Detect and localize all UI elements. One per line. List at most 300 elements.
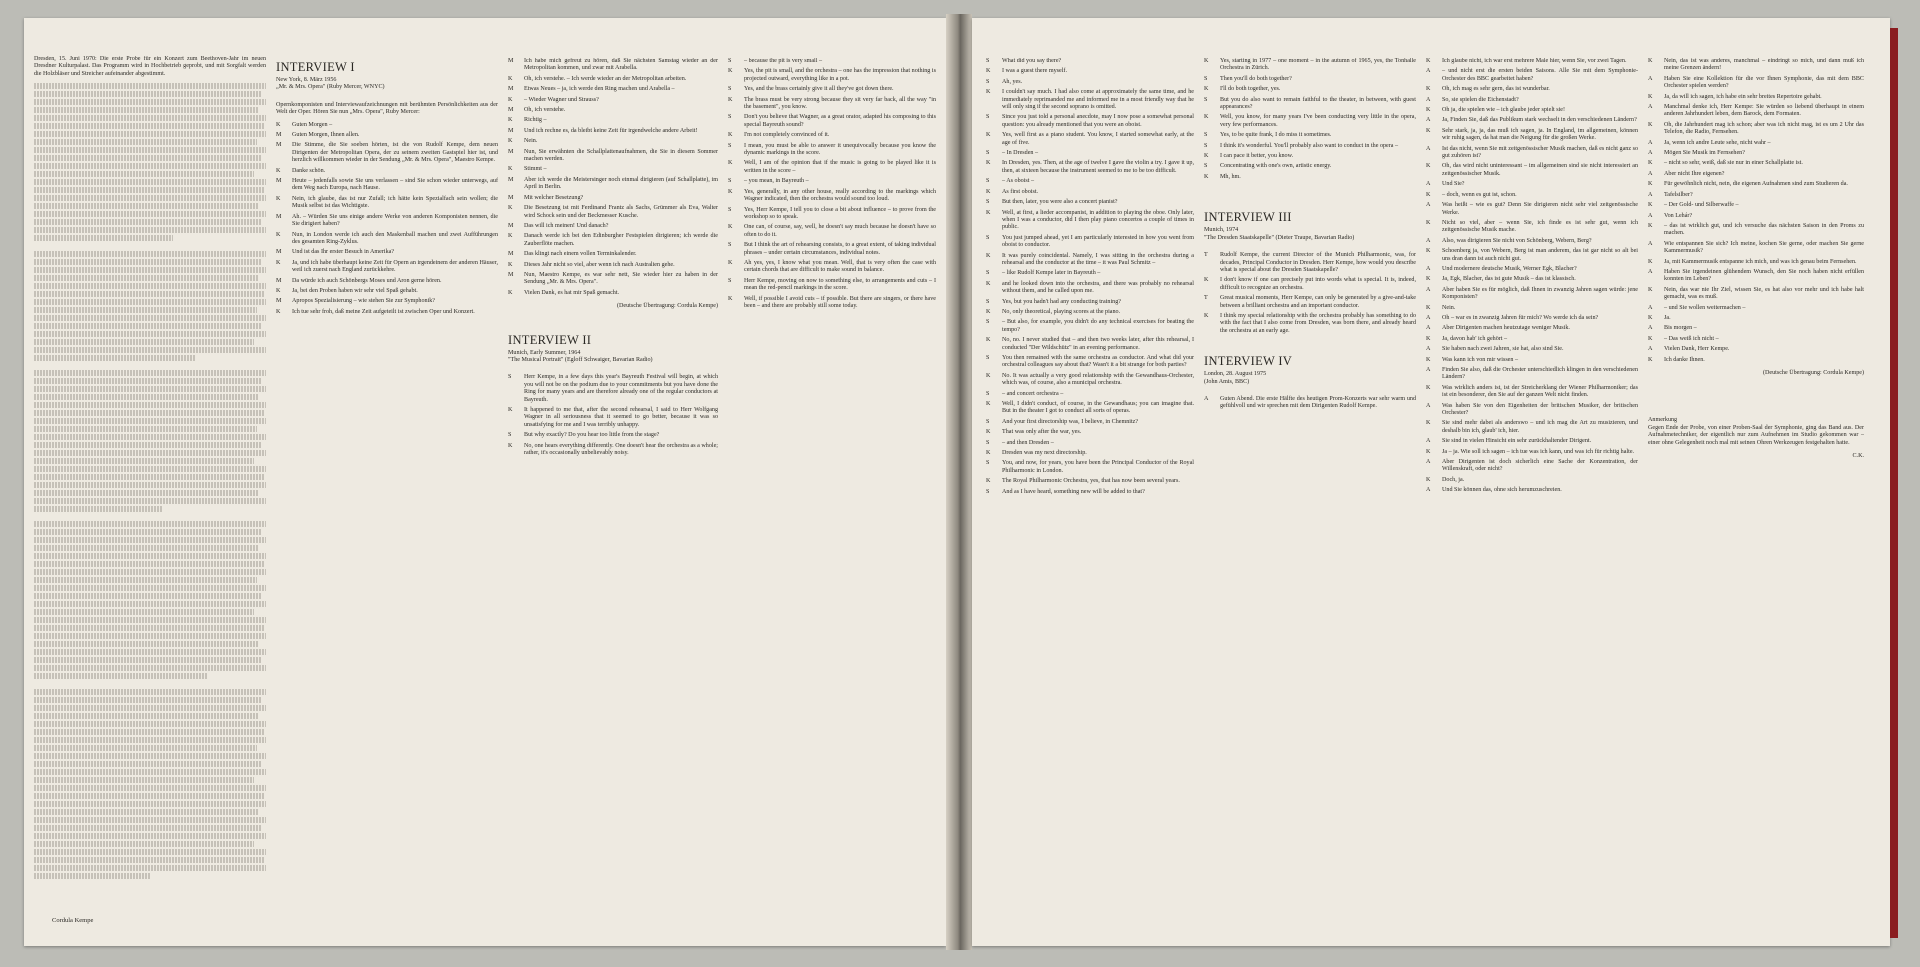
dialogue-text: – and concert orchestra –	[1002, 390, 1064, 397]
speaker-initial: M	[508, 194, 514, 201]
dialogue-line	[508, 97, 718, 104]
right-column-1	[986, 58, 1194, 916]
dialogue-text: – and then Dresden –	[1002, 439, 1054, 446]
dialogue-text: Aber Dirigenten machen heutzutage weniger Musik.	[1442, 325, 1570, 332]
speaker-initial: K	[986, 280, 991, 287]
dialogue-text: Sie haben nach zwei Jahren, sie hat, also sind Sie.	[1442, 346, 1564, 353]
interview-3-dialogue	[1204, 252, 1416, 335]
speaker-initial: S	[728, 86, 732, 93]
speaker-initial: A	[1648, 240, 1653, 247]
speaker-initial: K	[728, 259, 733, 266]
speaker-initial: A	[1426, 325, 1431, 332]
dialogue-line	[508, 233, 718, 248]
dialogue-line	[1204, 97, 1416, 112]
dialogue-text: It was purely coincidental. Namely, I was sitting in the orchestra during a rehearsal and the conductor at the time – it was Paul Schmitz –	[1002, 252, 1194, 266]
speaker-initial: A	[1426, 96, 1431, 103]
dialogue-text: Nun, Sie erwähnten die Schallplattenaufnahmen, die Sie in diesem Sommer machen werden.	[524, 148, 718, 163]
intro-body	[34, 83, 266, 879]
dialogue-text: and he looked down into the orchestra, and there was probably no rehearsal without them, and he called upon me.	[1002, 280, 1194, 295]
dialogue-text: Ich glaube nicht, ich war erst mehrere Male hier, wenn Sie, vor zwei Tagen.	[1442, 58, 1627, 64]
interview-1-sub: New York, 8. März 1956	[276, 77, 337, 83]
dialogue-text: Ja, und ich habe überhaupt keine Zeit für Opern an irgendeinem der anderen Häuser, weil ich zuerst nach England zurückkehre.	[292, 259, 498, 274]
dialogue-line	[508, 128, 718, 135]
dialogue-text: I think it's wonderful. You'll probably also want to conduct in the opera –	[1220, 142, 1399, 149]
dialogue-line	[1426, 181, 1638, 188]
dialogue-text: I don't know if one can precisely put into words what is special. It is, indeed, difficult to recognize an orchestra.	[1220, 277, 1416, 291]
dialogue-text: And as I have heard, something new will be added to that?	[1002, 488, 1145, 495]
dialogue-text: Bis morgen –	[1664, 325, 1697, 332]
speaker-initial: M	[276, 213, 282, 220]
dialogue-text: But why exactly? Do you hear too little from the stage?	[524, 432, 660, 439]
dialogue-line	[986, 429, 1194, 436]
dialogue-text: Ist das nicht, wenn Sie mit zeitgenössischer Musik machen, daß es nicht ganz so gut zuhören ist?	[1442, 145, 1638, 160]
right-column-3	[1426, 58, 1638, 916]
speaker-initial: K	[1204, 312, 1209, 319]
dialogue-line	[728, 242, 936, 257]
speaker-initial: K	[728, 96, 733, 103]
interview-1-cont-column	[508, 58, 718, 916]
speaker-initial: A	[1426, 459, 1431, 466]
dialogue-line	[1204, 163, 1416, 170]
speaker-initial: K	[1426, 191, 1431, 198]
speaker-initial: K	[728, 188, 733, 195]
speaker-initial: K	[1204, 153, 1209, 160]
dialogue-line	[508, 138, 718, 145]
speaker-initial: K	[508, 138, 513, 145]
speaker-initial: K	[1426, 448, 1431, 455]
dialogue-line	[728, 86, 936, 93]
dialogue-text: Nun, Maestro Kempe, es war sehr nett, Sie wieder hier zu haben in der Sendung „Mr. & Mrs. Opera".	[524, 271, 718, 286]
speaker-initial: K	[1648, 258, 1653, 265]
dialogue-line	[1426, 163, 1638, 178]
right-page	[972, 18, 1890, 946]
dialogue-line	[986, 58, 1194, 65]
dialogue-line	[276, 309, 498, 316]
dialogue-line	[1648, 94, 1864, 101]
speaker-initial: K	[1204, 277, 1209, 284]
dialogue-line	[276, 142, 498, 164]
speaker-initial: M	[276, 142, 282, 149]
speaker-initial: K	[986, 68, 991, 75]
speaker-initial: M	[276, 178, 282, 185]
interview-1-column	[276, 58, 498, 916]
speaker-initial: A	[1426, 346, 1431, 353]
speaker-initial: A	[1648, 268, 1653, 275]
speaker-initial: A	[1648, 139, 1653, 146]
speaker-initial: K	[986, 308, 991, 315]
dialogue-line	[1648, 104, 1864, 119]
speaker-initial: K	[986, 478, 991, 485]
dialogue-line	[986, 114, 1194, 129]
dialogue-line	[276, 122, 498, 129]
dialogue-text: Ja, Finden Sie, daß das Publikum stark wechselt in den verschiedenen Ländern?	[1442, 117, 1637, 124]
dialogue-text: Guten Abend. Die erste Hälfte des heutigen Prom-Konzerts war sehr warm und gefühlvoll und wir sprechen mit dem Dirigenten Rudolf Kempe.	[1220, 395, 1416, 410]
dialogue-text: I'll do both together, yes.	[1220, 86, 1281, 93]
dialogue-line	[986, 460, 1194, 475]
speaker-initial: K	[986, 209, 991, 216]
dialogue-line	[986, 235, 1194, 250]
speaker-initial: K	[508, 166, 513, 173]
dialogue-line	[986, 178, 1194, 185]
interview-2-sub: Munich, Early Summer, 1964	[508, 349, 581, 356]
speaker-initial: K	[1426, 384, 1431, 391]
dialogue-text: Well, you know, for many years I've been conducting very little in the opera, very few performances.	[1220, 114, 1416, 128]
speaker-initial: K	[728, 224, 733, 231]
speaker-initial: S	[986, 78, 990, 85]
dialogue-text: Dresden was my next directorship.	[1002, 450, 1087, 457]
dialogue-text: Und ist das Ihr erster Besuch in Amerika?	[292, 249, 395, 256]
dialogue-line	[508, 262, 718, 269]
speaker-initial: S	[1204, 75, 1208, 82]
dialogue-text: Nein.	[524, 138, 538, 145]
dialogue-line	[986, 450, 1194, 457]
speaker-initial: K	[728, 295, 733, 302]
speaker-initial: S	[986, 390, 990, 397]
dialogue-text: Was heißt – wie es gut? Denn Sie dirigieren nicht sehr viel zeitgenössische Werke.	[1442, 202, 1638, 216]
dialogue-text: Yes, to be quite frank, I do miss it sometimes.	[1220, 132, 1332, 139]
speaker-initial: K	[1426, 335, 1431, 342]
speaker-initial: S	[986, 418, 990, 425]
dialogue-line	[1426, 438, 1638, 445]
speaker-initial: M	[276, 277, 282, 284]
dialogue-line	[1426, 403, 1638, 418]
dialogue-line	[1426, 287, 1638, 302]
speaker-initial: K	[1426, 219, 1431, 226]
interview-3-sub: Munich, 1974	[1204, 227, 1239, 234]
intro-signature: Cordula Kempe	[52, 917, 94, 924]
dialogue-line	[276, 178, 498, 193]
dialogue-line	[1648, 58, 1864, 73]
dialogue-line	[1426, 128, 1638, 143]
intro-opening: Dresden, 15. Juni 1970: Die erste Probe für ein Konzert zum Beethoven-Jahr im neuen Dresdner Kulturpalast. Das Programm wird in Hochbetrieb geprobt, und mit Sorgfalt werden die Holzbläser und Streicher aufeinander abgestimmt.	[34, 56, 266, 77]
speaker-initial: K	[276, 287, 281, 294]
dialogue-line	[1648, 325, 1864, 332]
dialogue-line	[276, 168, 498, 175]
dialogue-text: Ah yes, yes, I know what you mean. Well, that is very often the case with certain chords that are difficult to make sound in balance.	[744, 259, 936, 274]
dialogue-line	[986, 391, 1194, 398]
dialogue-text: Stimmt –	[524, 166, 547, 173]
dialogue-line	[1648, 287, 1864, 302]
interview-2-dialogue	[508, 374, 718, 457]
dialogue-text: Ja, Egk, Blacher, das ist gute Musik – das ist klassisch.	[1442, 276, 1576, 283]
dialogue-text: Nein.	[1442, 304, 1456, 311]
dialogue-text: The Royal Philharmonic Orchestra, yes, that has now been several years.	[1002, 478, 1180, 485]
interview-2-cont-column	[728, 58, 936, 916]
speaker-initial: K	[1648, 93, 1653, 100]
dialogue-line	[508, 374, 718, 404]
dialogue-line	[276, 260, 498, 275]
interview-4-sub: London, 28. August 1975	[1204, 371, 1267, 378]
speaker-initial: A	[1648, 212, 1653, 219]
speaker-initial: K	[986, 89, 991, 96]
dialogue-line	[986, 309, 1194, 316]
dialogue-line	[1648, 122, 1864, 137]
dialogue-line	[1204, 277, 1416, 292]
speaker-initial: M	[508, 107, 514, 114]
interview-2-cont-dialogue	[728, 58, 936, 310]
speaker-initial: S	[728, 58, 732, 64]
dialogue-line	[1204, 86, 1416, 93]
dialogue-line	[728, 296, 936, 311]
dialogue-line	[1648, 171, 1864, 178]
speaker-initial: S	[728, 114, 732, 121]
dialogue-text: – As oboist –	[1002, 178, 1034, 185]
dialogue-text: Danach werde ich bei den Edinburgher Festspielen dirigieren; ich werde die Zauberflöte machen.	[524, 233, 718, 247]
speaker-initial: K	[986, 401, 991, 408]
speaker-initial: A	[1648, 304, 1653, 311]
dialogue-text: Then you'll do both together?	[1220, 75, 1292, 82]
dialogue-line	[276, 278, 498, 285]
speaker-initial: S	[986, 298, 990, 305]
dialogue-text: Yes, starting in 1977 – one moment – in the autumn of 1965, yes, the Tonhalle Orchestra in Zürich.	[1220, 58, 1416, 72]
dialogue-line	[1204, 132, 1416, 139]
speaker-initial: K	[508, 289, 513, 296]
speaker-initial: K	[508, 205, 513, 212]
dialogue-text: Yes, and the brass certainly give it all they've got down there.	[744, 86, 894, 93]
interview-3-heading: INTERVIEW III	[1204, 210, 1292, 225]
dialogue-text: And your first directorship was, I believe, in Chemnitz?	[1002, 418, 1139, 425]
dialogue-line	[1426, 86, 1638, 93]
dialogue-line	[1648, 357, 1864, 364]
dialogue-line	[728, 58, 936, 65]
dialogue-line	[986, 440, 1194, 447]
dialogue-line	[1648, 241, 1864, 256]
speaker-initial: K	[276, 259, 281, 266]
dialogue-line	[986, 270, 1194, 277]
dialogue-line	[1426, 202, 1638, 217]
interview-1-cont-dialogue	[508, 58, 718, 297]
dialogue-line	[1648, 223, 1864, 238]
dialogue-line	[1648, 336, 1864, 343]
speaker-initial: K	[1648, 286, 1653, 293]
dialogue-text: Nun, in London werde ich auch den Maskenball machen und zwei Aufführungen des gesamten Ring-Zyklus.	[292, 231, 498, 245]
dialogue-text: No, no. I never studied that – and then two weeks later, after this rehearsal, I conducted "Der Wildschütz" in an evening performance.	[1002, 337, 1194, 351]
dialogue-text: Die Stimme, die Sie soeben hörten, ist die von Rudolf Kempe, dem neuen Dirigenten der Metropolitan Opera, der zu seinem zweiten Gastspiel hier ist, und herzlich willkommen wieder in der Sendung „Mr. & Mrs. Opera", Maestro Kempe.	[292, 142, 498, 164]
dialogue-text: Was wirklich anders ist, ist der Streicherklang der Wiener Philharmoniker; das ist ein besonderer, den Sie auf der ganzen Welt nicht finden.	[1442, 384, 1638, 399]
dialogue-text: Aber ich werde die Meistersinger noch einmal dirigieren (auf Schallplatte), im April in Berlin.	[524, 176, 718, 191]
interview-4-sub2: (John Amis, BBC)	[1204, 378, 1250, 385]
dialogue-line	[1648, 305, 1864, 312]
dialogue-text: I mean, you must be able to answer it unequivocally because you know the dynamic markings in the score.	[744, 142, 936, 157]
speaker-initial: S	[1204, 132, 1208, 139]
dialogue-text: Haben Sie eine Kollektion für die vor Ihnen Symphonie, das mit dem BBC Orchester spielen werden?	[1664, 75, 1864, 90]
cover-edge	[1890, 28, 1898, 938]
dialogue-line	[508, 205, 718, 220]
dialogue-line	[1648, 259, 1864, 266]
dialogue-text: Rudolf Kempe, the current Director of the Munich Philharmonic, was, for decades, Principal Conductor in Dresden. Herr Kempe, how would you describe what is special about the Dresden Staatskapelle?	[1220, 252, 1416, 273]
speaker-initial: K	[1648, 314, 1653, 321]
dialogue-text: Apropos Spezialisierung – wie stehen Sie zur Symphonik?	[292, 298, 436, 305]
speaker-initial: K	[728, 160, 733, 167]
interview-3-sub2: "The Dresden Staatskapelle" (Dieter Traupe, Bavarian Radio)	[1204, 234, 1355, 241]
dialogue-line	[728, 160, 936, 175]
dialogue-line	[1426, 336, 1638, 343]
note-text: Gegen Ende der Probe, von einer Proben-Saal der Symphonie, ging das Band aus. Der Aufnahmetechniker, der eigentlich nur zum Aufnehmen im Studio gekommen war – einer ohne Gelegenheit noch mal mit seinen Ohren Werkzeugen festgehalten hatte.	[1648, 424, 1864, 446]
dialogue-text: Haben Sie irgendeinen glühendem Wunsch, den Sie noch haben nicht erfüllen konnten im Leben?	[1664, 268, 1864, 283]
dialogue-text: Ja, bei den Proben haben wir sehr viel Spaß gehabt.	[292, 287, 418, 294]
speaker-initial: K	[1204, 58, 1209, 64]
dialogue-text: – because the pit is very small –	[744, 58, 823, 64]
dialogue-text: Das klingt nach einem vollen Terminkalender.	[524, 251, 637, 258]
dialogue-line	[276, 249, 498, 256]
dialogue-text: Ja, wenn ich andre Leute sehe, nicht wahr –	[1664, 139, 1771, 146]
dialogue-line	[276, 214, 498, 229]
dialogue-line	[986, 210, 1194, 232]
dialogue-text: Nein, das ist was anderes, manchmal – eindringt so mich, und dann muß ich meine Grenzen ändern!	[1664, 58, 1864, 72]
dialogue-text: Guten Morgen –	[292, 121, 333, 128]
interview-1-heading: INTERVIEW I	[276, 60, 355, 74]
dialogue-text: Etwas Neues – ja, ich werde den Ring machen und Arabella –	[524, 86, 675, 93]
dialogue-text: Was kann ich von mir wissen –	[1442, 356, 1519, 363]
dialogue-text: Well, at first, a lieder accompanist, in addition to playing the oboe. Only later, when I was a conductor, did I then play piano concertos a couple of times in public.	[1002, 209, 1194, 231]
speaker-initial: A	[1426, 237, 1431, 244]
dialogue-text: Schoenberg ja, von Webern, Berg ist man anderem, das ist gar nicht so alt bei uns dran dann ist auch nicht gut.	[1442, 248, 1638, 262]
speaker-initial: A	[1648, 170, 1653, 177]
dialogue-text: Was haben Sie von den Eigenheiten der britischen Musiker, der britischen Orchester?	[1442, 402, 1638, 417]
dialogue-text: Also, was dirigieren Sie nicht von Schönberg, Webern, Berg?	[1442, 237, 1592, 244]
dialogue-text: Well, I didn't conduct, of course, in the Gewandhaus; you can imagine that. But in the theater I got to conduct all sorts of operas.	[1002, 401, 1194, 415]
dialogue-line	[1426, 385, 1638, 400]
speaker-initial: K	[1648, 222, 1653, 229]
dialogue-text: Und modernere deutsche Musik, Werner Egk, Blacher?	[1442, 265, 1577, 272]
speaker-initial: M	[508, 251, 514, 258]
dialogue-line	[1426, 477, 1638, 484]
speaker-initial: S	[1204, 142, 1208, 149]
speaker-initial: A	[1426, 438, 1431, 445]
speaker-initial: M	[276, 132, 282, 139]
dialogue-text: Vielen Dank, Herr Kempe.	[1664, 346, 1730, 353]
dialogue-line	[1426, 248, 1638, 263]
speaker-initial: A	[1648, 346, 1653, 353]
speaker-initial: K	[986, 450, 991, 457]
dialogue-text: Sie sind mehr dabei als anderswo – und ich mag die Art zu musizieren, und deshalb bin ich, glaub' ich, hier.	[1442, 420, 1638, 434]
dialogue-text: I'm not completely convinced of it.	[744, 132, 830, 139]
dialogue-text: Well, I am of the opinion that if the music is going to be played like it is written in the score –	[744, 160, 936, 174]
speaker-initial: S	[728, 277, 732, 284]
interview-4-credit: (Deutsche Übertragung: Cordula Kempe)	[1762, 370, 1864, 376]
dialogue-line	[986, 79, 1194, 86]
dialogue-line	[1426, 146, 1638, 161]
interview-1-dialogue	[276, 122, 498, 317]
dialogue-text: Ja, mit Kammermusik entspanne ich mich, und was ich genau beim Fernsehen.	[1664, 258, 1857, 265]
dialogue-text: – In Dresden –	[1002, 150, 1039, 157]
speaker-initial: K	[1426, 476, 1431, 483]
speaker-initial: S	[986, 178, 990, 185]
dialogue-text: One can, of course, say, well, he doesn't say much because he doesn't have so often to do it.	[744, 224, 936, 238]
dialogue-text: – But also, for example, you didn't do any technical exercises for beating the tempo?	[1002, 319, 1194, 333]
dialogue-line	[1648, 202, 1864, 209]
speaker-initial: K	[508, 75, 513, 82]
dialogue-line	[1648, 192, 1864, 199]
dialogue-text: Heute – jedenfalls sowie Sie uns verlassen – sind Sie schon wieder unterwegs, auf dem Weg nach Europa, nach Hause.	[292, 178, 498, 192]
dialogue-line	[1648, 269, 1864, 284]
dialogue-text: That was only after the war, yes.	[1002, 429, 1082, 436]
speaker-initial: K	[986, 160, 991, 167]
speaker-initial: A	[1648, 104, 1653, 111]
dialogue-text: Ah. – Würden Sie uns einige andere Werke von anderen Komponisten nennen, die Sie dirigiert haben?	[292, 213, 498, 228]
dialogue-line	[1426, 68, 1638, 83]
speaker-initial: M	[276, 298, 282, 305]
speaker-initial: S	[728, 206, 732, 213]
speaker-initial: K	[276, 231, 281, 238]
dialogue-line	[986, 160, 1194, 175]
dialogue-line	[1648, 76, 1864, 91]
dialogue-line	[1426, 487, 1638, 494]
dialogue-line	[986, 319, 1194, 334]
speaker-initial: S	[728, 142, 732, 149]
dialogue-text: Oh, ich mag es sehr gern, das ist wunderbar.	[1442, 86, 1550, 93]
speaker-initial: A	[1426, 367, 1431, 373]
dialogue-text: Sehr stark, ja, ja, das muß ich sagen, ja. In England, im allgemeinen, können wir ruhig sagen, da hat man die Neigung für die großen Werke.	[1442, 127, 1638, 142]
dialogue-line	[986, 189, 1194, 196]
dialogue-text: Richtig –	[524, 117, 547, 124]
dialogue-text: Nicht so viel, aber – wenn Sie, ich finde es ist sehr gut, wenn ich zeitgenössische Musik mache.	[1442, 219, 1638, 234]
speaker-initial: A	[1204, 395, 1209, 402]
dialogue-text: You then remained with the same orchestra as conductor. And what did your orchestral colleagues say about that? Wasn't it a bit strange for both parties?	[1002, 355, 1194, 369]
dialogue-line	[986, 401, 1194, 416]
dialogue-line	[986, 199, 1194, 206]
interview-4-end-dialogue	[1648, 58, 1864, 364]
speaker-initial: K	[1648, 335, 1653, 342]
dialogue-text: Nein, ich glaube, das ist nur Zufall; ich hätte kein Spezialfach sein wollen; die Musik selbst ist das Wichtigste.	[292, 195, 498, 210]
dialogue-text: You, and now, for years, you have been the Principal Conductor of the Royal Philharmonic in London.	[1002, 460, 1194, 474]
dialogue-line	[1648, 315, 1864, 322]
speaker-initial: K	[986, 188, 991, 195]
speaker-initial: K	[276, 308, 281, 315]
dialogue-text: Ah, yes.	[1002, 78, 1023, 85]
dialogue-line	[728, 207, 936, 222]
dialogue-text: As first oboist.	[1002, 188, 1039, 195]
dialogue-line	[508, 76, 718, 83]
dialogue-line	[986, 150, 1194, 157]
dialogue-line	[986, 89, 1194, 111]
speaker-initial: M	[508, 148, 514, 155]
dialogue-line	[728, 114, 936, 129]
dialogue-text: I was a guest there myself.	[1002, 68, 1067, 75]
dialogue-line	[986, 489, 1194, 496]
dialogue-line	[276, 132, 498, 139]
dialogue-text: No, one hears everything differently. One doesn't hear the orchestra as a whole; rather, it's occasionally unbelievably noisy.	[524, 442, 718, 457]
dialogue-text: But then, later, you were also a concert pianist?	[1002, 199, 1118, 206]
speaker-initial: K	[1426, 58, 1431, 64]
dialogue-line	[508, 86, 718, 93]
dialogue-text: Yes, but you hadn't had any conducting training?	[1002, 298, 1121, 305]
dialogue-line	[508, 272, 718, 287]
speaker-initial: K	[276, 121, 281, 128]
speaker-initial: S	[986, 488, 990, 495]
speaker-initial: A	[1426, 487, 1431, 494]
dialogue-text: No, only theoretical, playing scores at the piano.	[1002, 308, 1121, 315]
dialogue-text: Danke schön.	[292, 167, 326, 174]
speaker-initial: S	[986, 270, 990, 277]
dialogue-text: – und nicht erst die ersten beiden Saisons. Alle Sie mit dem Symphonie-Orchester des BBC gearbeitet haben?	[1442, 68, 1638, 82]
dialogue-text: – Der Gold- und Silberwaffe –	[1664, 202, 1739, 209]
dialogue-text: Mit welcher Besetzung?	[524, 194, 584, 201]
dialogue-text: Und Sie können das, ohne sich herumzuschreien.	[1442, 487, 1562, 494]
dialogue-line	[986, 419, 1194, 426]
speaker-initial: S	[986, 460, 990, 467]
dialogue-text: Oh ja, die spielen wie – ich glaube jeder spielt sie!	[1442, 107, 1566, 114]
dialogue-line	[508, 290, 718, 297]
dialogue-text: Von Lehár?	[1664, 212, 1693, 219]
dialogue-line	[508, 443, 718, 458]
speaker-initial: A	[1648, 325, 1653, 332]
dialogue-text: Ich habe mich gefreut zu hören, daß Sie nächsten Samstag wieder an der Metropolitan kommen, und zwar mit Arabella.	[524, 58, 718, 72]
dialogue-line	[986, 299, 1194, 306]
dialogue-line	[276, 196, 498, 211]
dialogue-text: Tafelsilber?	[1664, 191, 1693, 198]
dialogue-line	[1426, 449, 1638, 456]
